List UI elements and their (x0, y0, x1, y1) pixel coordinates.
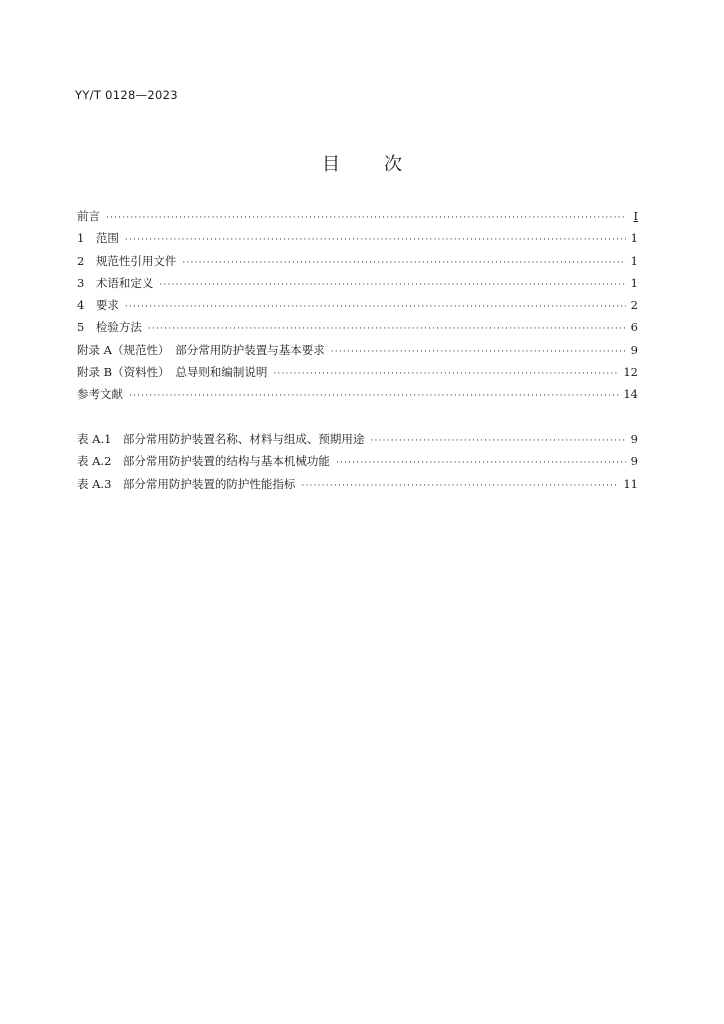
toc-entry-page: 1 (630, 253, 638, 268)
leader-dots (129, 391, 619, 401)
toc-title-char-1: 目 (322, 154, 340, 175)
leader-dots (125, 302, 626, 312)
toc-entry-page: 6 (630, 320, 638, 335)
toc-entry-page: 1 (630, 231, 638, 246)
toc-entry-label: 3 术语和定义 (77, 275, 154, 290)
leader-dots (125, 235, 626, 245)
toc-entry-page: 2 (630, 298, 638, 313)
table-entry-page: 9 (630, 454, 638, 469)
leader-dots (182, 258, 626, 268)
table-entry-label: 表 A.1 部分常用防护装置名称、材料与组成、预期用途 (77, 432, 365, 446)
toc-entry-requirements[interactable] (77, 297, 638, 319)
table-list (77, 431, 638, 498)
toc-entry-label: 参考文献 (77, 387, 123, 402)
toc-entry-page: 12 (623, 365, 638, 380)
toc-entry-foreword[interactable] (77, 208, 638, 230)
table-entry-a2[interactable] (77, 453, 638, 475)
toc-entry-test-methods[interactable] (77, 319, 638, 341)
leader-dots (301, 481, 619, 491)
toc-entry-page: 9 (630, 342, 638, 357)
table-entry-label: 表 A.3 部分常用防护装置的防护性能指标 (77, 476, 296, 491)
toc-list (77, 208, 638, 409)
toc-entry-scope[interactable] (77, 230, 638, 252)
toc-entry-page: 14 (623, 387, 638, 402)
table-entry-page: 9 (630, 432, 638, 446)
table-entry-a3[interactable] (77, 476, 638, 498)
table-entry-page: 11 (623, 476, 638, 491)
toc-entry-annex-b[interactable] (77, 364, 638, 386)
toc-entry-annex-a[interactable] (77, 342, 638, 364)
toc-title (0, 150, 724, 176)
leader-dots (336, 458, 626, 468)
toc-entry-normative-references[interactable] (77, 253, 638, 275)
toc-entry-label: 前言 (77, 209, 100, 223)
leader-dots (370, 436, 626, 446)
toc-title-char-2: 次 (384, 154, 402, 175)
leader-dots (106, 213, 626, 223)
leader-dots (148, 324, 626, 334)
toc-entry-bibliography[interactable] (77, 386, 638, 408)
table-entry-a1[interactable] (77, 431, 638, 453)
toc-entry-label: 4 要求 (77, 298, 119, 313)
toc-entry-terms[interactable] (77, 275, 638, 297)
table-entry-label: 表 A.2 部分常用防护装置的结构与基本机械功能 (77, 454, 330, 469)
toc-entry-label: 2 规范性引用文件 (77, 253, 177, 268)
leader-dots (159, 280, 626, 290)
toc-entry-page: 1 (630, 275, 638, 290)
toc-entry-page: Ⅰ (633, 209, 638, 223)
toc-entry-label: 附录 A（规范性） 部分常用防护装置与基本要求 (77, 342, 325, 357)
toc-entry-label: 1 范围 (77, 231, 119, 246)
toc-entry-label: 附录 B（资料性） 总导则和编制说明 (77, 365, 268, 380)
leader-dots (331, 347, 626, 357)
leader-dots (273, 369, 619, 379)
standard-code: YY/T 0128—2023 (75, 88, 178, 102)
toc-entry-label: 5 检验方法 (77, 320, 142, 335)
